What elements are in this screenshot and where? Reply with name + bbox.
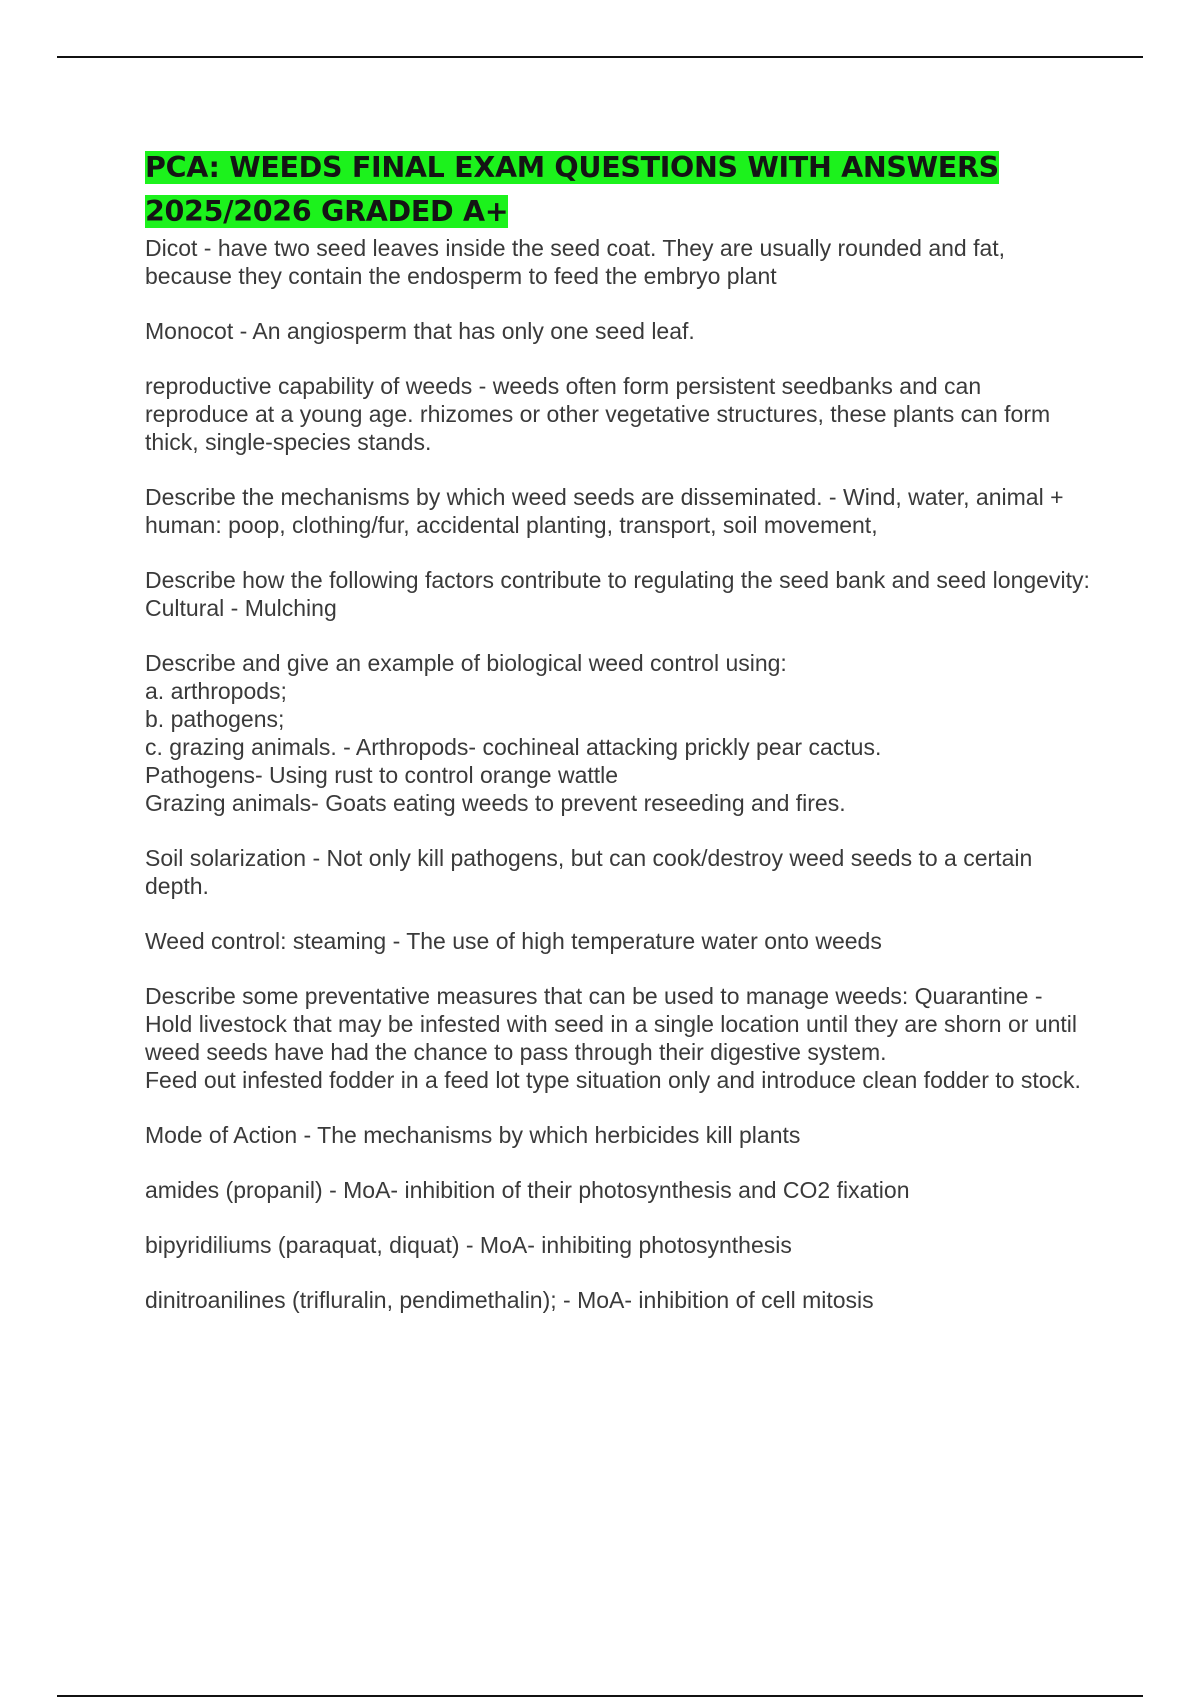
entry-amides: amides (propanil) - MoA- inhibition of their photosynthesis and CO2 fixation	[145, 1177, 910, 1203]
entry-preventative-measures: Describe some preventative measures that can be used to manage weeds: Quarantine - Hold livestock that may be infested with seed in a single location until they are shorn or until weed seeds have had the chance to pass through their digestive system. Feed out infested fodder in a feed lot type situation only and introduce clean fodder to stock.	[145, 983, 1081, 1093]
document-body	[145, 146, 1090, 1341]
entry-dicot: Dicot - have two seed leaves inside the seed coat. They are usually rounded and fat, because they contain the endosperm to feed the embryo plant	[145, 235, 1006, 289]
entry-steaming: Weed control: steaming - The use of high temperature water onto weeds	[145, 928, 882, 954]
document-title	[145, 146, 1090, 234]
entry-bipyridiliums: bipyridiliums (paraquat, diquat) - MoA- inhibiting photosynthesis	[145, 1232, 792, 1258]
entry-seed-dissemination: Describe the mechanisms by which weed seeds are disseminated. - Wind, water, animal + human: poop, clothing/fur, accidental planting, transport, soil movement,	[145, 484, 1064, 538]
entry-reproductive-capability: reproductive capability of weeds - weeds often form persistent seedbanks and can reproduce at a young age. rhizomes or other vegetative structures, these plants can form thick, single-species stands.	[145, 373, 1051, 455]
entry-biological-control: Describe and give an example of biological weed control using: a. arthropods; b. pathogens; c. grazing animals. - Arthropods- cochineal attacking prickly pear cactus. Pathogens- Using rust to control orange wattle Grazing animals- Goats eating weeds to prevent reseeding and fires.	[145, 650, 882, 816]
top-rule	[57, 56, 1143, 58]
bottom-rule	[57, 1695, 1143, 1697]
entry-dinitroanilines: dinitroanilines (trifluralin, pendimethalin); - MoA- inhibition of cell mitosis	[145, 1287, 874, 1313]
entry-soil-solarization: Soil solarization - Not only kill pathogens, but can cook/destroy weed seeds to a certain depth.	[145, 845, 1033, 899]
title-highlight: PCA: WEEDS FINAL EXAM QUESTIONS WITH ANSWERS 2025/2026 GRADED A+	[145, 151, 999, 228]
entry-seed-bank-factors: Describe how the following factors contribute to regulating the seed bank and seed longevity: Cultural - Mulching	[145, 567, 1090, 621]
entry-mode-of-action: Mode of Action - The mechanisms by which herbicides kill plants	[145, 1122, 801, 1148]
entry-monocot: Monocot - An angiosperm that has only one seed leaf.	[145, 318, 695, 344]
